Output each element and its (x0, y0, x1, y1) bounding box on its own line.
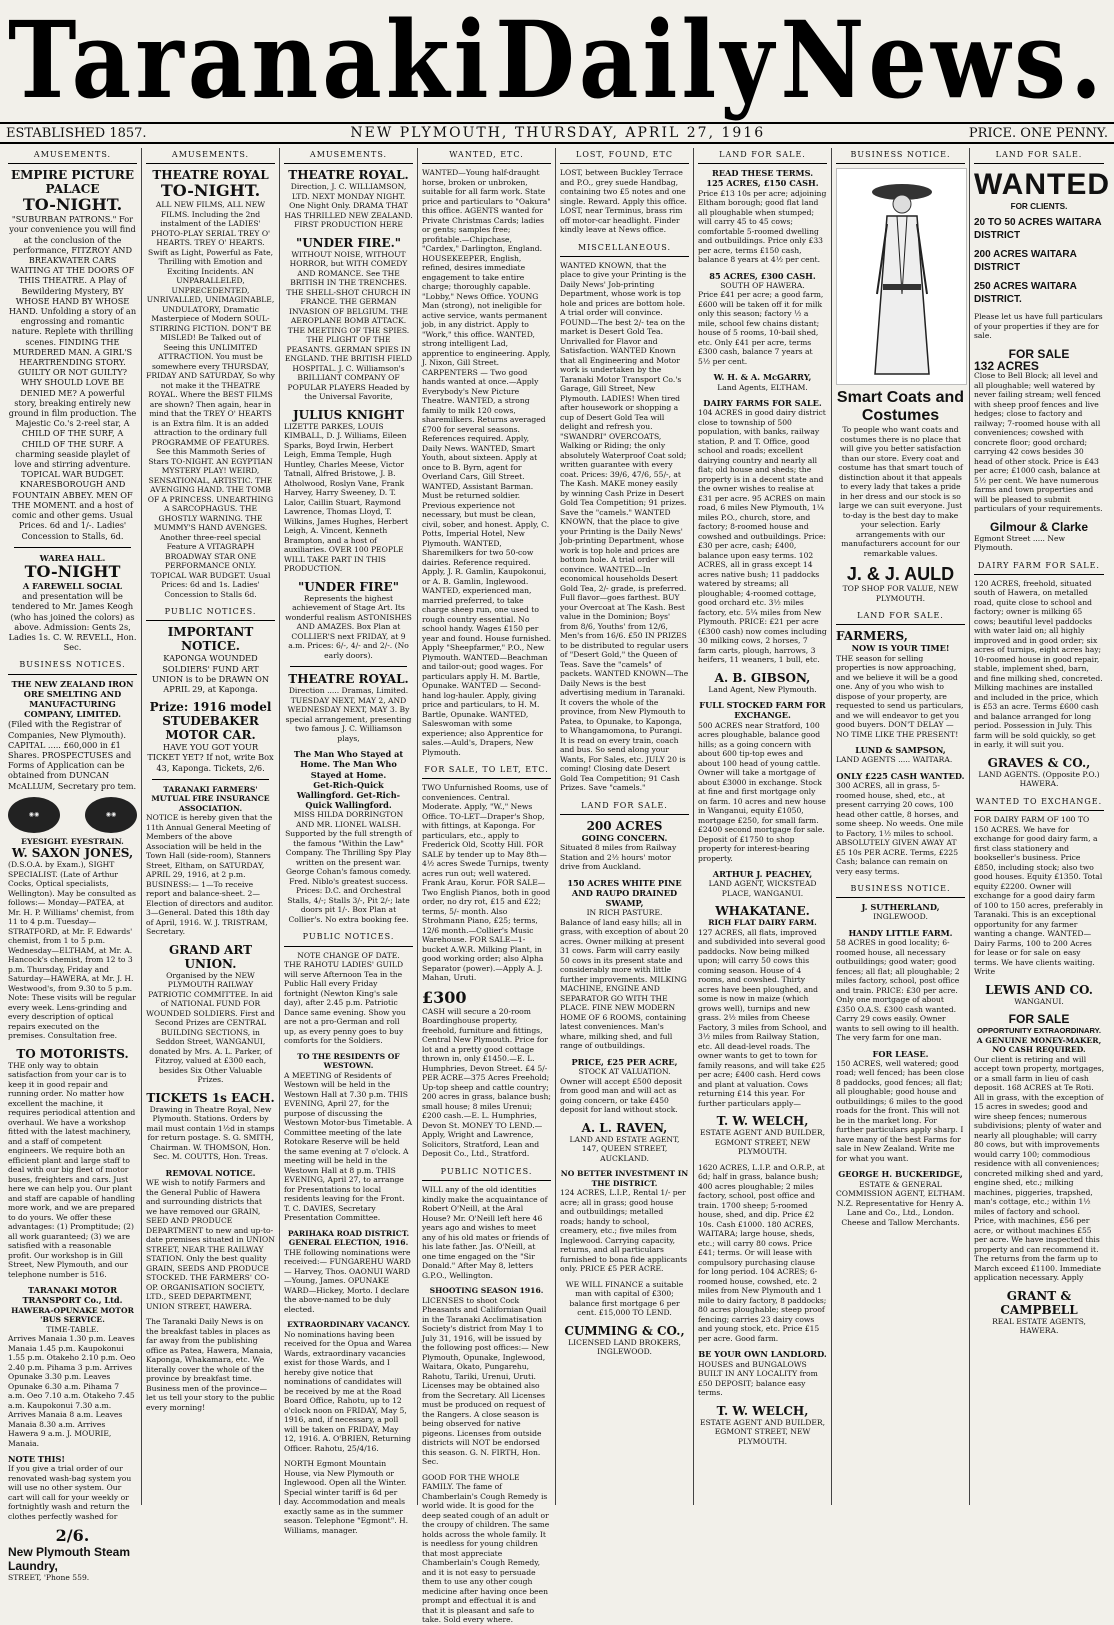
classifieds-body: LICENSES to shoot Cock Pheasants and Californian Quail in the Taranaki Acclimatisation Society's district from May 1 to July 31, 1916, will be issued by the following post offices:— New Plymouth, Opunake, Inglewood, Waitara, Okato, Pungarehu, Rahotu, Tariki, Urenui, Uruti. Licenses may be obtained also from the Secretary. All Licenses must be produced on request of the Rangers. A close season is being observed for native pigeons. Licenses from outside districts will NOT be endorsed this season. G. N. FIRTH, Hon. Sec. (422, 1295, 549, 1467)
ad-body: "SUBURBAN PATRONS." For your convenience you will find at the conclusion of the performance, FITZROY AND BREAKWATER CARS WAITING AT THE DOORS OF THIS THEATRE. A Play of Bewildering Mystery, BY WHOSE HAND BY WHOSE HAND. Unfolding a story of an engrossing and romantic nature. Replete with thrilling scenes. FINDING THE MURDERED MAN. A GIRL'S HEARTRENDING STORY. GUILTY OR NOT GUILTY? WHY SHOULD LOVE BE DENIED ME? A powerful story, breaking entirely new ground in film production. The Majestic Co.'s 2-reel star, A CHILD OF THE SURF, A CHILD OF THE SURF. A charming seaside playlet of love and stirring adventure. TOPICAL WAR BUDGET. KNARESBOROUGH AND FOUNTAIN ABBEY. MEN OF THE MOMENT. and a host of comic and other gems. Usual Prices. 6d and 1/-. Ladies' Concession to Stalls, 6d. (8, 214, 137, 541)
ad-title: "UNDER FIRE." (295, 235, 402, 250)
section-heading: LAND FOR SALE. (560, 799, 689, 815)
ad-title: THEATRE ROYAL. (288, 672, 409, 687)
ad-title: The Man Who Stayed at Home. The Man Who Stayed at Home. (293, 749, 404, 780)
woman-figure-icon (857, 174, 947, 379)
classifieds-body: CASH will secure a 20-room Boardinghouse property, freehold, furniture and fittings, Central New Plymouth. Price for lot and a pretty good cottage thrown in, only £1450.—E. L. Humphries, Devon Street. £4 5/- PER ACRE—375 Acres Freehold; Up-top sheep and cattle country; 200 acres in grass, balance bush; small house; 8 miles Urenui; £200 cash.—E. L. Humphries, Devon St. MONEY TO LEND.—Apply, Wright and Lawrence, Solicitors, Stratford, Lean and Deposit Co., Ltd., Stratford. (422, 1006, 551, 1159)
classifieds-body: WANTED KNOWN, that the place to give your Printing is the Daily News' Job-printing Department, whose work is top hole and prices are bottom hole. A trial order will convince. FOUND—The best 2/- tea on the market is Desert Gold Tea. Unrivalled for Flavor and Satisfaction. WANTED Known that all Engineering and Motor work is undertaken by the Taranaki Motor Transport Co.'s Garage, Gill Street, New Plymouth. LADIES! When tired after housework or shopping a cup of Desert Gold Tea will delight and refresh you. "SWANDRI" OVERCOATS, Walking or Riding; the only absolutely Waterproof Coat sold; written guarantee with every coat. Prices: 39/6, 47/6, 55/-, at The Kash. MAKE money easily by winning Cash Prize in Desert Gold Tea Competition; 91 prizes. Save the "camels." WANTED KNOWN, that the place to give your Printing is the Daily News' Job-printing Department, whose work is top hole and prices are bottom hole. A trial order will convince. WANTED—In economical households Desert Gold Tea, 2/- grade, is preferred. Full flavor—goes farthest. BUY your Overcoat at The Kash. Best value in the Dominion; Boys' from 8/6, Youths' from 12/6, Men's from 16/6. £50 IN PRIZES to be distributed to regular users of "Desert Gold," the Queen of Teas. Save the "camels" of packets. WANTED KNOWN—The Daily News is the best advertising medium in Taranaki. It covers the whole of the province, from New Plymouth to Patea, to Opunake, to Kaponga, to Whangamomona, to Purangi. It is read on every train, coach and bus. So send along your Wants, For Sales, etc. JULY 20 is coming! Closing date Desert Gold Tea Competition; 91 Cash Prizes. Save "camels." (560, 260, 689, 793)
ad-body: and presentation will be tendered to Mr. James Keogh (who has joined the colors) as above. Admission: Gents 2s, Ladies 1s. C. W. REVELL, Hon. Sec. (8, 591, 137, 653)
column-heading: LAND FOR SALE. (974, 148, 1104, 164)
ad-body: 104 ACRES in good dairy district close to township of 500 population, with banks, railway station, P. and T. Office, good school and roads; excellent dairying country and nearly all flat; old house and sheds; the property is in a decent state and the owner wishes to realise at £31 per acre. 95 ACRES on main road, 6 miles New Plymouth, 1¼ miles P.O., church, store, and factory; 8-roomed house and cowshed and outbuildings. Price: £30 per acre, cash; £400, balance upon easy terms. 102 ACRES, all in grass except 14 acres native bush; 11 paddocks watered by streams; all ploughable; 4-roomed cottage, good orchard etc. 3½ miles factory, etc. 5¼ miles from New Plymouth. PRICE: £21 per acre (£300 cash) now comes including 30 milking cows, 2 horses, 7 farm carts, plough, harrows, 3 heifers, 11 weaners, 1 bull, etc. (698, 408, 827, 665)
classifieds-body: TWO Unfurnished Rooms, use of conveniences. Central. Moderate. Apply, "W.," News Office. TO-LET—Draper's Shop, with fittings, at Kaponga. For particulars, etc., apply to Frederick Old, Scotty Hill. FOR SALE by tender up to May 8th—4½ acres Swede Turnips, twenty acres run out; well watered. Frank Arau, Korur. FOR SALE—Two English Pianos, both in good order, no dry rot, £15 and £22; terms, 5/- month. Also Strohmann Piano, £25; terms, 12/6 month.—Collier's Music Warehouse. FOR SALE—1-bucket A.W.R. Milking Plant, in good working order; also Alpha Separator (power).—Apply A. J. Mahan, Uruti. (422, 783, 551, 983)
ad-body: A MEETING of Residents of Westown will be held in the Westown Hall at 7.30 p.m. THIS EVENING, April 27, for the purpose of discussing the Westown Motor-bus Timetable. A Committee meeting of the late Rotokare Reserve will be held the same evening at 7 o'clock. A meeting will be held in the Westown Hall at 8 p.m. THIS EVENING, April 27, to arrange for Presentations to local residents leaving for the Front. T. C. DAVIES, Secretary Presentation Committee. (284, 1070, 413, 1223)
ad-body: WE WILL FINANCE a suitable man with capital of £300; balance first mortgage 6 per cent. £15,000 TO LEND. (565, 1279, 684, 1318)
ad-body: HAVE YOU GOT YOUR TICKET YET? If not, write Box 43, Kaponga. Tickets, 2/6. (147, 742, 274, 773)
section-heading: WANTED TO EXCHANGE. (974, 795, 1104, 811)
ad-line: 250 ACRES WAITARA DISTRICT. (974, 281, 1077, 306)
ad-title: REMOVAL NOTICE. (165, 1167, 256, 1178)
ad-body: Close to Bell Block; all level and all ploughable; well watered by never failing stream; well fenced with sheep proof fences and live hedges; close to factory and railway; 7-roomed house with all conveniences; cowshed with concrete floor; good orchard; carrying 42 cows besides 30 head of other stock. Price is £43 per acre; £1000 cash, balance at 5½ per cent. We have numerous farms and town properties and will be pleased to submit particulars of your requirements. (974, 371, 1103, 514)
dateline (0, 122, 1114, 144)
ad-body: Please let us have full particulars of your properties if they are for sale. (974, 312, 1103, 341)
ad-subtitle: TO-NIGHT. (160, 181, 261, 201)
ad-body: ESTATE AGENT AND BUILDER, EGMONT STREET, NEW PLYMOUTH. (699, 1417, 826, 1446)
ad-body: Direction, J. C. WILLIAMSON, LTD. NEXT MONDAY NIGHT. One Night Only. DRAMA THAT HAS THRILLED NEW ZEALAND. FIRST PRODUCTION HERE (284, 182, 413, 230)
section-heading: LAND FOR SALE. (836, 609, 965, 625)
ad-body: Owner will accept £500 deposit from good man and will act as going concern, or take £450 deposit for land without stock. (560, 1076, 683, 1115)
ad-body: LIZETTE PARKES, LOUIS KIMBALL, D. J. Williams, Eileen Sparks, Boyd Irwin, Herbert Leigh, Emma Temple, Hugh Huntley, Charles Meese, Victor Tatnall, Alfred Bristowe, J. B. Atholwood, Roslyn Vane, Frank Harvey, Harry Sweeney, D. T. Lalor, Caillin Stuart, Raymond Lawrence, Thomas Lloyd, T. Wilkins, James Hughes, Herbert Leigh, A. Vincent, Kenneth Brampton, and a host of auxiliaries. OVER 100 PEOPLE WILL TAKE PART IN THIS PRODUCTION. (284, 421, 409, 574)
place-date: NEW PLYMOUTH, THURSDAY, APRIL 27, 1916 (350, 125, 766, 141)
column-7 (832, 148, 970, 1505)
ad-body: Direction ..... Dramas, Limited. TUESDAY NEXT, MAY 2, AND WEDNESDAY NEXT, MAY 3. By special arrangement, presenting two famous J. C. Williamson plays, (285, 686, 412, 743)
ad-subtitle: TO-NIGHT (24, 561, 121, 581)
ad-title: TARANAKI FARMERS' MUTUAL FIRE INSURANCE ASSOCIATION. (151, 784, 270, 813)
ad-title: W. H. & A. McGARRY, (713, 372, 812, 383)
ad-title: BE YOUR OWN LANDLORD. (698, 1349, 827, 1360)
ad-body: ESTATE AGENT AND BUILDER, EGMONT STREET, NEW PLYMOUTH. (699, 1128, 826, 1157)
ad-body: 300 ACRES, all in grass, 5-roomed house, shed, etc., at present carrying 20 cows, 100 head other cattle, 8 horses, and some sheep. No weeds. One mile to Factory, 1½ miles to school. ABSOLUTELY GIVEN AWAY AT £5 10s PER ACRE. Terms, £225 Cash; balance can remain on very easy terms. (836, 781, 964, 876)
ad-body: REAL ESTATE AGENTS, HAWERA. (992, 1316, 1086, 1336)
ad-body: Balance of land easy hills; all in grass, with exception of about 20 acres. Owner milking at present 31 cows. Farm will carry easily 50 cows in its present state and considerably more with little further improvements. MILKING MACHINE, ENGINE AND SEPARATOR GO WITH THE PLACE. FINE NEW MODERN HOME OF 6 ROOMS, containing latest conveniences. Man's whare, milking shed, and full range of outbuildings. (560, 917, 689, 1051)
established: ESTABLISHED 1857. (6, 125, 147, 141)
section-heading: BUSINESS NOTICES. (8, 658, 137, 674)
ad-title: J. SUTHERLAND, (861, 902, 940, 913)
ad-body: 120 ACRES, freehold, situated south of Hawera, on metalled road, quite close to school and factory; owner is milking 65 cows; beautiful level paddocks with water laid on; all highly improved and in good order; six acres of turnips, eight acres hay; 10-roomed house in good repair, stable, implement shed, barn, and fine milking shed, concreted. Milking machines are installed and included in the price, which is £53 an acre. Terms £600 cash and balance arranged for long period. Possession in July. This farm will be sold quickly, so get in early, it will suit you. (974, 578, 1103, 750)
ad-body: To people who want coats and costumes there is no place that will give you better satisfaction than our store. Every coat and costume has that smart touch of distinction about it that appeals to every lady that takes a pride in her dress and our stock is so large we can suit everyone. Just to-day is the best day to make your selection. Early arrangements with our manufacturers account for our remarkable values. (838, 425, 963, 558)
column-8 (970, 148, 1108, 1505)
ad-title: LUND & SAMPSON, (855, 745, 946, 756)
column-5 (556, 148, 694, 1505)
ad-title: Get-Rich-Quick Wallingford. Get-Rich-Quick Wallingford. (296, 779, 401, 811)
ad-body: Organised by the NEW PLYMOUTH RAILWAY PATRIOTIC COMMITTEE. In aid of NATIONAL FUND FOR WOUNDED SOLDIERS. First and Second Prizes are CENTRAL BUILDING SECTIONS, in Seddon Street, WANGANUI, donated by Mrs. A. L. Parker, of Fitzroy, valued at £300 each, besides Six Other Valuable Prizes. (146, 970, 275, 1085)
ad-body: NOTICE is hereby given that the 11th Annual General Meeting of Members of the above Association will be held in the Town Hall (side-room), Stanners Street, Eltham, on SATURDAY, APRIL 29, 1916, at 2 p.m. BUSINESS:— 1—To receive report and balance-sheet. 2—Election of directors and auditor. 3—General. Dated this 18th day of April, 1916. W. J. TRISTRAM, Secretary. (146, 813, 274, 937)
ad-title: T. W. WELCH, (716, 1403, 809, 1418)
ad-body: (D.S.O.A. by Exam.), SIGHT SPECIALIST. (Late of Arthur Cocks, Optical specialists, Wellington). May be consulted as follows:— Monday—PATEA, at Mr. H. P. Williams' chemist, from 11 to 4 p.m. Tuesday—STRATFORD, at Mr. F. Edwards' chemist, from 1 to 5 p.m. Wednesday—ELTHAM, at Mr. A. Hancock's chemist, from 12 to 3 p.m. Thursday, Friday and Saturday—HAWERA, at Mr. J. H. Westwood's, from 9.30 to 5 p.m. Note: These visits will be regular every week. Lens-grinding and every description of optical repairs executed on the premises. Consultation free. (8, 860, 136, 1041)
ad-body: STREET, 'Phone 559. (8, 1573, 90, 1583)
ad-body: WANGANUI. (1014, 996, 1064, 1006)
ad-subtitle: STOCK AT VALUATION. (578, 1067, 671, 1077)
section-heading: DAIRY FARM FOR SALE. (974, 559, 1104, 575)
ad-subtitle: TO-NIGHT. (22, 195, 123, 215)
ad-subtitle: 132 ACRES (974, 358, 1039, 373)
ad-body: LAND AGENT, WICKSTEAD PLACE, WANGANUI. (708, 879, 817, 898)
ad-price: PRICE, £25 PER ACRE, (571, 1056, 678, 1067)
masthead (0, 0, 1114, 123)
section-heading: FOR SALE, TO LET, ETC. (422, 763, 551, 779)
ad-body: MISS HILDA DORRINGTON AND MR. LIONEL WALSH. Supported by the full strength of the famous "Within the Law" Company. The Thrilling Spy Play written on the present war. George Cohan's famous comedy. Fred. Niblo's greatest success. Prices: D.C. and Orchestral Stalls, 4/-; Stalls 3/-, Pit 2/-; late doors pit 1/-. Box Plan at Collier's. No extra booking fee. (285, 810, 412, 924)
ad-body: LAND AND ESTATE AGENT, 147, QUEEN STREET, AUCKLAND. (569, 1134, 680, 1163)
ad-title: A. B. GIBSON, (714, 670, 811, 685)
ad-body: Land Agent, New Plymouth. (708, 684, 817, 694)
ad-body: Drawing in Theatre Royal, New Plymouth. Stations. Orders by mail must contain 1½d in stamps for return postage. S. G. SMITH, Chairman. W. THOMSON, Hon. Sec. M. COUTTS, Hon. Treas. (146, 1104, 275, 1162)
ad-title: EYESIGHT. EYESTRAIN. (21, 836, 124, 846)
column-heading: LAND FOR SALE. (698, 148, 827, 164)
ad-body: 127 ACRES, all flats, improved and subdivided into several good paddocks. Now being milked upon; will carry 50 cows this coming season. House of 4 rooms, and cowshed. Thirty acres have been ploughed, and some is now in maize (which grows well), turnips and new grass. 2½ miles from Cheese Factory, 3 miles from School, and 3½ miles from Railway Station, etc. All dead-level roads. The owner wants to get to town for family reasons, and will take £25 per acre; £400 cash. Herd cows and plant at valuation. Cows returning £14 this year. For further particulars apply— (698, 927, 827, 1108)
ad-subtitle: 125 ACRES, £150 CASH. (706, 178, 819, 189)
ad-line: 20 TO 50 ACRES WAITARA DISTRICT (974, 217, 1102, 242)
ad-body: THE season for selling properties is now approaching, and we believe it will be a good one. Any of you who wish to dispose of your property, are requested to send us particulars, and we will endeavor to get you good buyers. DON'T DELAY — NO TIME LIKE THE PRESENT! (836, 653, 964, 739)
title-word-1: Taranaki (8, 0, 493, 123)
ad-body: Land Agents, ELTHAM. (717, 382, 808, 392)
ad-title: HANDY LITTLE FARM. (848, 927, 953, 938)
ad-title: WAREA HALL. (39, 552, 106, 563)
ad-title: A FAREWELL SOCIAL (22, 580, 123, 591)
ad-title: 150 ACRES WHITE PINE AND RAUPO DRAINED SWAMP, (567, 877, 682, 909)
ad-body: HOUSES and BUNGALOWS BUILT IN ANY LOCALITY from £50 DEPOSIT; balance easy terms. (698, 1359, 818, 1398)
newspaper-title (8, 0, 1106, 122)
ad-title: FULL STOCKED FARM FOR EXCHANGE. (699, 700, 826, 721)
ad-title: TICKETS 1s EACH. (146, 1090, 275, 1105)
ad-body: Price £41 per acre; a good farm, £600 will be taken off it for milk only this season; factory ½ a mile, school few chains distant; house of 5 rooms, 10-bail shed, etc. Only £41 per acre, terms £300 cash, balance 7 years at 5½ per cent. (698, 290, 824, 366)
ad-subtitle: NOW IS YOUR TIME! (851, 643, 950, 654)
ad-title: WHAKATANE. (715, 904, 810, 919)
ad-title: JULIUS KNIGHT (292, 407, 405, 422)
column-1 (4, 148, 142, 1583)
optical-logos (8, 797, 137, 833)
price: PRICE. ONE PENNY. (968, 125, 1108, 141)
ad-title: GRAND ART UNION. (168, 942, 253, 971)
section-heading: PUBLIC NOTICES. (284, 930, 413, 946)
ad-body: (Filed with the Registrar of Companies, New Plymouth). CAPITAL ..... £60,000 in £1 Shares. PROSPECTUSES and Forms of Application can be obtained from DUNCAN McALLUM, Secretary pro tem. (8, 719, 137, 791)
ad-subtitle: NO CASH REQUIRED. (992, 1045, 1086, 1055)
ad-title: SHOOTING SEASON 1916. (429, 1286, 544, 1296)
ad-body: THE only way to obtain satisfaction from your car is to keep it in good repair and running order. No matter how excellent the machine, it requires periodical attention and overhaul. We have a workshop fitted with the latest machinery, and a staff of competent engineers. We require both an efficient plant and large staff to deal with our big fleet of motor buses, freighters and cars. Just here we can help you. Our plant and staff are capable of handling more work, and we are prepared to do yours. We offer these advantages: (1) Promptitude; (2) all work guaranteed; (3) we are satisfied with a reasonable profit. Our workshop is in Gill Street, New Plymouth, and our telephone number is 516. (8, 1060, 136, 1279)
ad-title: FOR LEASE. (872, 1048, 929, 1059)
ad-subtitle: 85 ACRES, £300 CASH. (709, 270, 816, 281)
ad-title: DAIRY FARMS FOR SALE. (703, 398, 822, 409)
ad-subtitle: OPPORTUNITY EXTRAORDINARY. (976, 1026, 1102, 1036)
ad-body: ALL NEW FILMS, ALL NEW FILMS. Including the 2nd instalment of the LADIES' PHOTO-PLAY SERIAL TREY O' HEARTS. TREY O' HEARTS. Swift as Light, Powerful as Fate, Thrilling with Emotion and Exciting Incidents. AN UNPARALLELED, UNPRECEDENTED, UNRIVALLED, UNIMAGINABLE, UNDULATORY, Dramatic Masterpiece of Modern SOUL-STIRRING FICTION. DON'T BE MISLED! Be Talked out of Seeing this UNLIMITED ATTRACTION. You must be somewhere every THURSDAY, FRIDAY AND SATURDAY, So why not make it the THEATRE ROYAL. Where the BEST FILMS are shown? Then again, hear in mind that the TREY O' HEARTS is an Extra film. It is an added attraction to the ordinary full PROGRAMME OF FEATURES. See this Mammoth Series of Stars TO-NIGHT. AN EGYPTIAN MYSTERY PLAY! WEIRD, SENSATIONAL, ARTISTIC. THE AVENGING HAND. THE TOMB OF A PRINCESS. UNEARTHING A SARCOPHAGUS. THE GHOSTLY WARNING. THE MUMMY'S HAND AVENGES. Another three-reel special Feature A VITAGRAPH BROADWAY STAR ONE PERFORMANCE ONLY. TOPICAL WAR BUDGET. Usual Prices: 6d and 1s. Ladies' Concession to Stalls 6d. (146, 200, 275, 599)
ad-body: Represents the highest achievement of Stage Art. Its wonderful realism ASTONISHES AND AMAZES. Box Plan at COLLIER'S next FRIDAY, at 9 a.m. Prices: 6/-, 4/- and 2/-. (No early doors). (285, 593, 412, 660)
ad-body: 150 ACRES, well watered; good road; well fenced; has been close 8 paddocks, good fences; all flat; all ploughable; good house and outbuildings; 6 miles to the good roads for the front. This will not be in the market long. For further particulars apply sharp. I have many of the best Farms for sale in New Zealand. Write me for what you want. (836, 1058, 965, 1163)
ad-title: GEORGE H. BUCKERIDGE, (838, 1169, 963, 1180)
ad-price: 2/6. (55, 1526, 90, 1546)
ad-body: TOP SHOP FOR VALUE, NEW PLYMOUTH. (842, 584, 959, 603)
ad-subtitle: IN RICH PASTURE. (586, 908, 663, 918)
ad-subtitle: TIME-TABLE. (46, 1324, 99, 1334)
ad-title: GRANT & CAMPBELL (1000, 1288, 1078, 1317)
ad-body: Situated 8 miles from Railway Station and 2½ hours' motor drive from Auckland. (560, 843, 677, 872)
ad-title: Prize: 1916 model STUDEBAKER MOTOR CAR. (149, 700, 272, 743)
ad-body: 58 ACRES in good locality; 6-roomed house, all necessary outbuildings; good water; good fences; all flat; all ploughable; 2 miles factory, school, post office and train. PRICE: £30 per acre. Only one mortgage of about £350 O.A.S. £300 cash wanted. Carry 29 cows easily. Owner wants to sell owing to ill health. The very farm for one man. (836, 938, 960, 1043)
classifieds-body: WANTED—Young half-draught horse, broken or unbroken, suitable for all farm work. State price and particulars to "Oakura" this office. AGENTS wanted for Private Christmas Cards; ladies or gents; samples free; profitable.—Chipchase, "Cardex," Darlington, England. HOUSEKEEPER, English, refined, desires immediate engagement to take entire charge; thoroughly capable. "Lobby," News Office. YOUNG Man (strong), not ineligible for active service, wants permanent job, in any district. Apply to "Work," this office. WANTED, strong intelligent Lad, apprentice to engineering. Apply, J. Nixon, Gill Street. CARPENTERS — Two good hands wanted at once.—Apply Everybody's New Picture Theatre. WANTED, a strong family to milk 120 cows, sharemilkers. Returns averaged £700 for several seasons. References required. Apply, Daily News. WANTED, Smart Youth, about sixteen. Apply at once to B. Byrn, agent for Overland Cars, Gill Street. WANTED, Assistant Barman. Must be returned soldier. Previous experience not necessary, but must be clean, civil, sober, and honest. Apply, C. Potts, Imperial Hotel, New Plymouth. WANTED, Sharemilkers for two 50-cow dairies. Reference required. Apply, J. R. Gamlin, Kaupokonui, or A. B. Gamlin, Inglewood. WANTED, experienced man, married preferred, to take charge sheep run, one used to rough country essential. No school handy. Wages £150 per year and found. House furnished. Apply "Sheepfarmer," P.O., New Plymouth. WANTED—Beachman and tailor-out; good wages. For particulars apply H. M. Bartle, Opunake. WANTED — Second-hand log-hauler. Apply, giving price and particulars, to H. M. Bartle, Opunake. WANTED, Saleswoman with some experience; also Apprentice for sales.—Auld's, Drapers, New Plymouth. (422, 168, 551, 757)
ad-title: THE NEW ZEALAND IRON ORE SMELTING AND MANUFACTURING COMPANY, LIMITED. (11, 678, 134, 720)
ad-title: IMPORTANT NOTICE. (167, 625, 254, 654)
column-2 (142, 148, 280, 1505)
ad-title: "UNDER FIRE" (298, 579, 399, 594)
ad-title: FOR SALE (1008, 1012, 1070, 1027)
column-heading: AMUSEMENTS. (8, 148, 137, 164)
ad-subtitle: FOR CLIENTS. (1010, 202, 1068, 212)
ad-body: LICENSED LAND BROKERS, INGLEWOOD. (568, 1337, 681, 1357)
columns (4, 148, 1110, 1625)
column-4 (418, 148, 556, 1625)
ad-body: THE following nominations were received:— FUNGAREHU WARD — Harvey, Thos. OAONUI WARD—Young, James. OPUNAKE WARD—Hickey, Morto. I declare the above-named to be duly elected. (284, 1247, 411, 1314)
ad-title: J. & J. AULD (846, 564, 955, 585)
classifieds-body: WILL any of the old identities kindly make the acquaintance of Robert O'Neill, at the Aral House? Mr. O'Neill left here 46 years ago and wishes to meet any of his old mates or friends of his late father. Jas. O'Neill, at one time engaged on the "Sir Donald." After May 8, letters G.P.O., Wellington. (422, 1185, 549, 1280)
ad-body: ESTATE & GENERAL COMMISSION AGENT, ELTHAM. N.Z. Representative for Henry A. Lane and Co., Ltd., London. Cheese and Tallow Merchants. (836, 1179, 965, 1227)
column-heading: WANTED, ETC. (422, 148, 551, 164)
ad-body: KAPONGA WOUNDED SOLDIERS' FUND ART UNION is to be DRAWN ON APRIL 29, at Kaponga. (151, 653, 270, 695)
column-heading: BUSINESS NOTICE. (836, 148, 965, 164)
title-word-3: News. (780, 0, 1106, 123)
ad-title: HAWERA-OPUNAKE MOTOR 'BUS SERVICE. (11, 1305, 134, 1325)
ad-subtitle: GOING CONCERN. (581, 833, 668, 844)
ad-body: INGLEWOOD. (873, 912, 928, 922)
classifieds-body: LOST, between Buckley Terrace and P.O., grey suede Handbag, containing two £5 notes and one single. Reward. Apply this office. LOST, near Terminus, brass rim off motor-car headlight. Finder kindly leave at News office. (560, 168, 687, 235)
ad-body: THE RAHOTU LADIES' GUILD will serve Afternoon Tea in the Public Hall every Friday fortnight (Newton King's sale day), after 2.45 p.m. Patriotic Dance same evening. Show you are not a pro-German and roll up, as every penny goes to buy comforts for the Soldiers. (284, 960, 406, 1046)
ad-subtitle: RICH FLAT DAIRY FARM. (708, 918, 817, 928)
classifieds-body: GOOD FOR THE WHOLE FAMILY. The fame of Chamberlain's Cough Remedy is world wide. It is good for the deep seated cough of an adult or the croupy of children. The same holds across the whole family. It is needless for young children that most appreciate Chamberlain's Cough Remedy, and it is not easy to persuade them to use any other cough medicine after having once been prompt and effectual it is and that it is pleasant and safe to take. Sold every where. (422, 1472, 550, 1625)
ad-title: Gilmour & Clarke (989, 519, 1089, 534)
ad-title: FOR SALE (1008, 346, 1070, 361)
ad-title: THEATRE ROYAL (152, 168, 269, 183)
eyeglasses-icon: ◉◉ (85, 797, 137, 833)
ad-body: Our client is retiring and will accept town property, mortgages, or a small farm in lieu of cash deposit. 168 ACRES at Te Roti. All in grass, with the exception of 15 acres in swedes; good and wire sheep fences; numerous subdivisions; plenty of water and nearly all ploughable; will carry 80 cows, but with improvements would carry 100; commodious residence with all conveniences; concreted milking shed and yard, engine shed, etc.; milking machines, piggeries, trapshed, man's cottage, etc.; within 1½ miles of factory and school. Price, with machines, £56 per acre, or without machines £55 per acre. We have inspected this property and can recommend it. The returns from the farm up to March exceed £1100. Immediate application necessary. Apply (974, 1054, 1104, 1283)
ad-price: £300 (422, 987, 467, 1007)
ad-body: LAND AGENTS. (Opposite P.O.) HAWERA. (978, 769, 1100, 789)
column-heading: AMUSEMENTS. (146, 148, 275, 164)
column-6 (694, 148, 832, 1505)
ad-body: FOR DAIRY FARM OF 100 TO 150 ACRES. We have for exchange for good dairy farm, a first class stationery and bookseller's business. Price £850, including stock; also two good houses. Equity £1350. Total equity £2200. Owner will exchange for a good dairy farm of 100 to 150 acres, preferably in Taranaki. This is an exceptional opportunity for any farmer wanting a change. WANTED—Dairy Farms, 100 to 200 Acres for lease or for sale on easy terms. We have clients waiting. Write (974, 815, 1104, 977)
ad-title: W. SAXON JONES, (11, 846, 134, 861)
ad-body: If you give a trial order of our renovated wash-bag system you will use no other system. Our cart will call for your weekly or fortnightly wash and return the clothes perfectly washed for (8, 1464, 132, 1521)
ad-body: 124 ACRES, L.I.P., Rental 1/- per acre; all in grass; good house and outbuildings; metalled roads; handy to school, creamery, etc.; five miles from Inglewood. Carrying capacity, returns, and all particulars furnished to bona fide applicants only. PRICE £5 PER ACRE. (560, 1188, 688, 1274)
ad-title: PARIHAKA ROAD DISTRICT. GENERAL ELECTION, 1916. (287, 1228, 410, 1248)
ad-title: NOTE CHANGE OF DATE. (297, 950, 400, 960)
ad-title: FARMERS, (836, 629, 908, 644)
ad-title: CUMMING & CO., (564, 1323, 685, 1338)
ad-body: LAND AGENTS ..... WAITARA. (836, 755, 953, 765)
column-heading: AMUSEMENTS. (284, 148, 413, 164)
ad-body: The Taranaki Daily News is on the breakfast tables in places as far away from the publishing office as Patea, Hawera, Manaia, Kaponga, Whakamara, etc. We literally cover the whole of the province by breakfast time. Business men of the province—let us tell your story to the public every morning! (146, 1317, 275, 1412)
ad-title: ONLY £225 CASH WANTED. (836, 770, 965, 781)
section-heading: MISCELLANEOUS. (560, 241, 689, 257)
ad-body: NORTH Egmont Mountain House, via New Plymouth or Inglewood. Open all the Winter. Special winter tariff is 6d per day. Accommodation and meals exactly same as in the summer season. Telephone "Egmont". H. Williams, manager. (284, 1459, 409, 1535)
section-heading: PUBLIC NOTICES. (422, 1165, 551, 1181)
ad-title: WANTED (974, 168, 1110, 202)
ad-title: EMPIRE PICTURE PALACE (10, 168, 135, 197)
section-heading: PUBLIC NOTICES. (146, 605, 275, 621)
ad-title: NO BETTER INVESTMENT IN THE DISTRICT. (560, 1169, 689, 1188)
ad-body: Arrives Manaia 1.30 p.m. Leaves Manaia 1.45 p.m. Kaupokonui 1.55 p.m. Otakeho 2.10 p.m. Oeo 2.40 p.m. Pihama 3 p.m. Arrives Opunake 3.30 p.m. Leaves Opunake 6.30 a.m. Pihama 7 a.m. Oeo 7.10 a.m. Otakeho 7.45 a.m. Kaupokonui 7.30 a.m. Arrives Manaia 8 a.m. Leaves Manaia 8.30 a.m. Arrives Hawera 9 a.m. J. MOURIE, Manaia. (8, 1334, 136, 1448)
ad-subtitle: A GENUINE MONEY-MAKER, (976, 1035, 1102, 1045)
ad-body: Price £13 10s per acre; adjoining Eltham borough; good flat land all ploughable when stumped; will carry 45 to 45 cows; comfortable 5-roomed dwelling and outbuildings. Price only £33 per acre, terms £150 cash, balance 8 years at 4½ per cent. (698, 188, 827, 265)
ad-title: Smart Coats and Costumes (836, 389, 965, 425)
section-heading: BUSINESS NOTICE. (836, 882, 965, 898)
ad-title: LEWIS AND CO. (985, 982, 1093, 997)
ad-title: New Plymouth Steam Laundry, (8, 1545, 131, 1574)
ad-subtitle: SOUTH OF HAWERA. (720, 280, 805, 290)
ad-body: 500 ACRES near Stratford, 100 acres ploughable, balance good hills; as a going concern with about 600 tip-top ewes and about 100 head of young cattle. Owner will take a mortgage of about £3000 in exchange. Stock at fine and first mortgage only on farm. 10 acres and new house in Wanganui, equity £1050, mortgage £250, for small farm. £2400 second mortgage for sale. Deposit of £1750 to shop property for interest-bearing property. (698, 720, 826, 863)
ad-title: TO MOTORISTS. (16, 1046, 129, 1061)
column-3 (280, 148, 418, 1535)
ad-body: Egmont Street ..... New Plymouth. (974, 533, 1065, 553)
ad-title: GRAVES & CO., (987, 755, 1091, 770)
ad-body: 1620 ACRES, L.I.P. and O.R.P., at 6d; half in grass, balance bush; 400 acres ploughable; 2 miles factory, school, post office and train. 1700 sheep; 5-roomed house, shed, and dip. Price £2 10s. Cash £1000. 180 ACRES, WAITARA; large house, sheds, etc.; will carry 80 cows. Price £41; terms. Or will lease with compulsory purchasing clause for long period. 104 ACRES; 6-roomed house, cowshed, etc. 2 miles from New Plymouth and 1 mile to dairy factory, 8 paddocks; 80 acres ploughable; steep proof fencing; carries 23 dairy cows and young stock, etc. Price £15 per acre. Good farm. (698, 1162, 827, 1343)
ad-title: ARTHUR J. PEACHEY, (712, 869, 813, 880)
ad-body: No nominations having been received for the Opua and Warea Wards, extraordinary vacancies exist for those Wards, and I hereby give notice that nominations of candidates will be received by me at the Road Board Office, Rahotu, up to 12 o'clock noon on FRIDAY, May 5, 1916, and, if necessary, a poll will be taken on FRIDAY, May 12, 1916. A. O'BRIEN, Returning Officer. Rahotu, 25/4/16. (284, 1329, 412, 1453)
ad-title: EXTRAORDINARY VACANCY. (287, 1320, 410, 1330)
eyeglasses-icon: ◉◉ (8, 797, 60, 833)
column-heading: LOST, FOUND, ETC (560, 148, 689, 164)
woman-in-coat-illustration (836, 168, 967, 385)
ad-line: 200 ACRES WAITARA DISTRICT (974, 249, 1077, 274)
title-word-2: Daily (495, 0, 778, 123)
ad-title: TO THE RESIDENTS OF WESTOWN. (297, 1051, 400, 1071)
ad-title: NOTE THIS! (8, 1454, 65, 1465)
ad-title: THEATRE ROYAL. (288, 168, 409, 183)
ad-title: 200 ACRES (586, 819, 663, 834)
ad-title: TARANAKI MOTOR TRANSPORT Co., Ltd. (22, 1285, 123, 1306)
ad-body: WE wish to notify Farmers and the General Public of Hawera and surrounding districts that we have removed our GRAIN, SEED AND PRODUCE DEPARTMENT to new and up-to-date premises situated in UNION STREET, NEAR THE RAILWAY STATION. Only the best quality GRAIN, SEEDS AND PRODUCE STOCKED. THE FARMERS' CO-OP. ORGANISATION SOCIETY, LTD., SEED DEPARTMENT, UNION STREET, HAWERA. (146, 1178, 275, 1311)
ad-title: T. W. WELCH, (716, 1114, 809, 1129)
ad-body: WITHOUT NOISE, WITHOUT HORROR, but WITH COMEDY AND ROMANCE. See THE BRITISH IN THE TRENCHES. THE SHELL-SHOT CHURCH IN FRANCE. THE GERMAN INVASION OF BELGIUM. THE AEROPLANE BOMB ATTACK. THE MEETING OF THE SPIES. THE PLIGHT OF THE PEASANTS. GERMAN SPIES IN ENGLAND. THE BRITISH FIELD HOSPITAL. J. C. Williamson's BRILLIANT COMPANY OF POPULAR PLAYERS Headed by the Universal Favorite, (284, 249, 413, 402)
ad-title: A. L. RAVEN, (581, 1120, 668, 1135)
ad-title: READ THESE TERMS. (711, 168, 814, 179)
